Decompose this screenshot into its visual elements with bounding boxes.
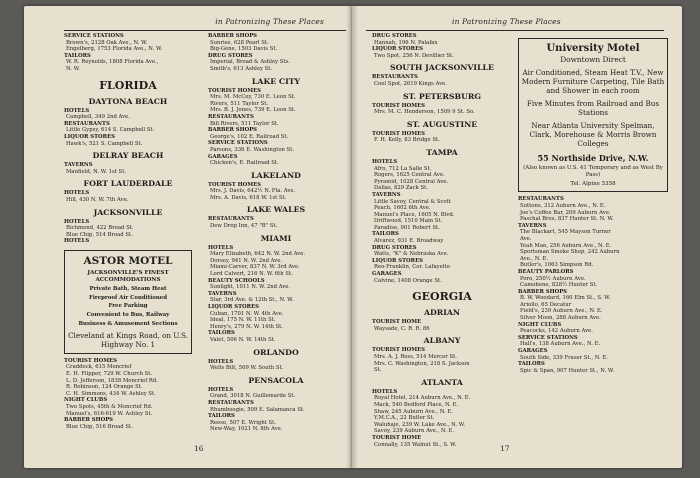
listing-entry: Valet, 506 N. W. 14th St. — [210, 336, 276, 343]
listing-entry: Manuel's, 616-619 W. Ashley St. — [66, 410, 153, 417]
listing-entry: Hall's, 138 Auburn Ave., N. E. — [520, 341, 601, 348]
category-heading: RESTAURANTS — [372, 74, 418, 81]
listing-entry: Calvine, 1408 Orange St. — [374, 277, 442, 284]
left-column-2 — [208, 33, 344, 433]
listing-entry: Paradise, 901 Robert St. — [374, 224, 440, 231]
category-heading: TOURIST HOMES — [372, 102, 426, 109]
um-ad-stations: Five Minutes from Railroad and Bus Stations — [526, 99, 660, 117]
category-heading: TOURIST HOMES — [64, 357, 118, 364]
um-ad-subtitle: Downtown Direct — [560, 55, 626, 64]
listing-entry: Reo-Franklin, Cor. Lafayette — [374, 264, 451, 271]
page-number-right: 17 — [500, 444, 510, 453]
listing-entry: Little Savoy, Central & Scott — [374, 198, 451, 205]
astor-ad-feature: Private Bath, Steam Heat — [89, 285, 167, 292]
listing-entry: Hawk's, 521 S. Campbell St. — [66, 140, 143, 147]
listing-entry: Joe's Coffee Bar, 209 Auburn Ave. — [520, 209, 611, 216]
listing-entry: Cool Spot, 2619 Kings Ave. — [374, 80, 447, 87]
category-heading: HOTELS — [208, 386, 234, 393]
listing-entry: Waysade, C. R. R. 86 — [374, 325, 430, 332]
listing-entry: Lord Calvert, 216 N. W. 6th St. — [210, 271, 293, 278]
listing-entry: South Side, 339 Fraser St., N. E. — [520, 354, 608, 361]
astor-ad-feature: Business & Amusement Sections — [78, 321, 178, 328]
listing-entry: Ideal, 175 N. W. 11th St. — [210, 317, 276, 324]
listing-entry: Connally, 135 Walnut St., S. W. — [374, 441, 457, 448]
category-heading: GARAGES — [208, 153, 238, 160]
category-heading: TOURIST HOME — [372, 319, 422, 326]
listing-entry: Hannah, 196 N. Palafax — [374, 39, 438, 46]
city-heading: ORLANDO — [253, 347, 299, 357]
category-heading: TAILORS — [208, 330, 235, 337]
category-heading: TAVERNS — [208, 290, 237, 297]
um-ad-amenities: Air Conditioned, Steam Heat T.V., New Modern Furniture Carpeting, Tile Bath and Shower in each room — [521, 68, 665, 95]
category-heading: TOURIST HOMES — [372, 130, 426, 137]
listing-entry: New-Way, 1021 N. 8th Ave. — [210, 426, 283, 433]
um-ad-colleges: Near Atlanta University Spelman, Clark, Morehouse & Morris Brown Colleges — [529, 121, 657, 148]
listing-entry: Savoy, 239 Auburn Ave., N. E. — [374, 428, 455, 435]
listing-entry: Rivers, 511 Taylor St. — [210, 100, 269, 107]
city-heading: FORT LAUDERDALE — [83, 179, 173, 189]
category-heading: HOTELS — [64, 190, 90, 197]
city-heading: SOUTH JACKSONVILLE — [390, 63, 494, 73]
listing-entry: Silver Moon, 288 Auburn Ave. — [520, 315, 601, 322]
category-heading: BEAUTY SCHOOLS — [208, 277, 265, 284]
listing-entry: Paschal Bros, 837 Hunter St. N. W. — [520, 216, 614, 223]
listing-entry: F. H. Kelly, 83 Bridge St. — [374, 137, 440, 144]
page-number-left: 16 — [194, 444, 204, 453]
listing-entry: E. H. Filpper, 729 W. Church St. — [66, 371, 153, 378]
city-heading: ALBANY — [423, 336, 461, 346]
city-heading: DAYTONA BEACH — [88, 96, 168, 106]
listing-entry: Y.M.C.A., 22 Butler St. — [374, 415, 435, 422]
astor-ad-location: Cleveland at Kings Road, on U.S. Highway No. 1 — [68, 330, 188, 349]
category-heading: TAILORS — [64, 52, 91, 59]
listing-entry: Manuel's Place, 1605 N. Blvd. — [374, 211, 455, 218]
listing-entry: The Blackart, 545 Mayson Turner — [520, 229, 611, 236]
listing-entry: Grand, 3018 N. Guillemarde St. — [210, 393, 296, 400]
city-heading: ADRIAN — [423, 308, 461, 318]
listing-entry: Hill, 430 N. W. 7th Ave. — [66, 196, 129, 203]
listing-entry: C. H. Simmons, 434 W. Ashley St. — [66, 390, 156, 397]
city-heading: ST. PETERSBURG — [402, 91, 482, 101]
listing-entry: St. — [374, 367, 382, 374]
listing-entry: Driftwood, 1510 Main St. — [374, 218, 443, 225]
listing-entry: Blue Chip, 514 Broad St. — [66, 231, 133, 238]
listing-entry: Richmond, 422 Broad St. — [66, 225, 134, 232]
listing-entry: W. R. Reynolds, 1808 Florida Ave., — [66, 59, 159, 66]
category-heading: SERVICE STATIONS — [64, 33, 124, 39]
um-ad-address: 55 Northside Drive, N.W. — [537, 153, 649, 163]
listing-entry: Mrs. B. J. Jones, 739 E. Leon St. — [210, 107, 296, 114]
listing-entry: Mrs. A. J. Ross, 514 Mercer St. — [374, 354, 457, 360]
left-header-rule — [64, 30, 346, 31]
state-heading: FLORIDA — [99, 78, 157, 92]
category-heading: GARAGES — [518, 348, 548, 355]
listing-entry: Chicken's, E. Railroad St. — [210, 160, 279, 167]
listing-entry: Rogers, 1625 Central Ave. — [374, 172, 445, 179]
listing-entry: Henry's, 279 N. W. 14th St. — [210, 323, 283, 330]
university-motel-ad — [518, 38, 668, 192]
listing-entry: Pyramid, 1028 Central Ave. — [374, 178, 449, 185]
category-heading: RESTAURANTS — [208, 399, 254, 406]
category-heading: TOURIST HOMES — [208, 87, 262, 94]
category-heading: HOTELS — [372, 388, 398, 395]
city-heading: TAMPA — [426, 147, 458, 157]
listing-entry: Two Spot, 256 N. Devillier St. — [374, 52, 454, 59]
listing-entry: N. W. — [66, 65, 80, 72]
city-heading: ATLANTA — [421, 377, 463, 387]
category-heading: HOTELS — [372, 158, 398, 165]
listing-entry: Mrs. M. C. Henderson, 1509 9 St. So. — [374, 109, 475, 116]
category-heading: TOURIST HOMES — [372, 347, 426, 354]
listing-entry: Imperial, Broad & Ashley Sts. — [210, 59, 290, 66]
category-heading: TAILORS — [208, 413, 235, 420]
listing-entry: Shaw, 245 Auburn Ave., N. E. — [374, 408, 453, 415]
category-heading: NIGHT CLUBS — [518, 321, 562, 328]
listing-entry: Two Spots, 45th & Moncrief Rd. — [66, 404, 153, 411]
listing-entry: Camobene, 828½ Hunter St. — [520, 282, 598, 289]
listing-entry: Sunlight, 1011 N. W. 2nd Ave. — [210, 284, 291, 291]
category-heading: RESTAURANTS — [64, 120, 110, 127]
listing-entry: Mary Elizabeth, 642 N. W. 2nd Ave. — [210, 251, 306, 258]
um-ad-note: (Also known as U.S. 41 Temporary and as West By Pass) — [523, 165, 663, 178]
listing-entry: Mrs. J. Davis, 642½ N. Fla. Ave. — [210, 188, 296, 195]
listing-entry: Little Gypsy, 614 S. Campbell St. — [66, 127, 155, 134]
listing-entry: Watts, "K" & Nebraska Ave. — [374, 251, 449, 258]
left-page-header: in Patronizing These Places — [215, 17, 324, 26]
book-gutter — [346, 6, 358, 468]
category-heading: TAVERNS — [372, 191, 401, 198]
city-heading: MIAMI — [260, 233, 292, 243]
category-heading: BARBER SHOPS — [208, 127, 258, 134]
listing-entry: Dallas, 829 Zack St. — [374, 185, 428, 192]
category-heading: TOURIST HOMES — [208, 181, 262, 188]
listing-entry: Peacocks, 142 Auburn Ave. — [520, 328, 593, 335]
astor-ad-title: ASTOR MOTEL — [83, 254, 173, 267]
category-heading: TAILORS — [372, 231, 399, 238]
listing-entry: Star, 3rd Ave. & 12th St., N. W. — [210, 297, 294, 304]
um-ad-title: University Motel — [546, 43, 640, 54]
listing-entry: R. Robinson, 124 Orange St. — [66, 384, 143, 391]
left-page — [24, 6, 352, 468]
listing-entry: Wells Bilt, 509 W. South St. — [210, 365, 284, 372]
listing-entry: Cuban, 1701 N. W. 4th Ave. — [210, 310, 284, 317]
listing-entry: Alvarez, 931 E. Broadway — [374, 238, 444, 245]
listing-entry: Peach, 1602 6th Ave. — [374, 205, 431, 212]
listing-entry: Big-Gene, 1503 Davis St. — [210, 46, 278, 53]
right-page-header: in Patronizing These Places — [452, 17, 561, 26]
listing-entry: Spic & Span, 907 Hunter St., N. W. — [520, 367, 615, 374]
listing-entry: Ariollo, 65 Decatur — [520, 301, 572, 308]
category-heading: RESTAURANTS — [208, 216, 254, 223]
listing-entry: Sunrise, 628 Pearl St. — [210, 39, 269, 46]
category-heading: RESTAURANTS — [208, 113, 254, 120]
listing-entry: Campbell, 349 2nd Ave. — [66, 114, 130, 121]
city-heading: JACKSONVILLE — [93, 207, 163, 217]
listing-entry: Waluhaje, 239 W. Lake Ave., N. W. — [374, 421, 465, 428]
category-heading: LIQUOR STORES — [208, 304, 259, 310]
listing-entry: Royal Hotel, 214 Auburn Ave., N. E. — [374, 395, 471, 402]
category-heading: TAVERNS — [64, 162, 93, 169]
right-column-2 — [518, 33, 668, 374]
category-heading: LIQUOR STORES — [64, 133, 115, 140]
astor-ad-feature: Fireproof Air Conditioned — [89, 294, 167, 301]
listing-entry: Parsons, 336 E. Washington St. — [210, 146, 295, 153]
city-heading: LAKE CITY — [251, 76, 301, 86]
category-heading: HOTELS — [208, 244, 234, 251]
category-heading: HOTELS — [208, 358, 234, 365]
listing-entry: Ave., N. E. — [520, 255, 549, 262]
listing-entry: Field's, 239 Auburn Ave., N. E. — [520, 308, 603, 315]
category-heading: BEAUTY PARLORS — [518, 268, 574, 275]
listing-entry: Rhumboogie, 509 E. Salamanca St. — [210, 406, 305, 413]
left-column-1 — [64, 33, 192, 430]
listing-entry: George's, 102 E. Railroad St. — [210, 133, 289, 140]
category-heading: NIGHT CLUBS — [64, 397, 108, 404]
category-heading: LIQUOR STORES — [372, 46, 423, 53]
category-heading: TOURIST HOME — [372, 434, 422, 441]
category-heading: HOTELS — [64, 107, 90, 114]
category-heading: SERVICE STATIONS — [518, 334, 578, 341]
category-heading: DRUG STORES — [208, 52, 253, 59]
astor-ad-feature: Free Parking — [108, 303, 148, 310]
city-heading: PENSACOLA — [248, 375, 304, 385]
listing-entry: Dorsey, 941 N. W. 2nd Ave. — [210, 257, 283, 264]
listing-entry: Blue Chip, 516 Broad St. — [66, 423, 133, 430]
listing-entry: Suttons, 312 Auburn Ave., N. E. — [520, 202, 606, 209]
category-heading: GARAGES — [372, 271, 402, 278]
astor-ad-subtitle: JACKSONVILLE'S FINEST ACCOMMODATIONS — [87, 269, 169, 283]
city-heading: LAKELAND — [251, 170, 301, 180]
listing-entry: Reese, 507 E. Wright St. — [210, 419, 276, 426]
listing-entry: Manfield, N. W. 1st St. — [66, 168, 127, 175]
right-header-rule — [366, 30, 664, 31]
city-heading: ST. AUGUSTINE — [406, 119, 478, 129]
listing-entry: Mack, 540 Bedford Place, N. E. — [374, 401, 459, 408]
listing-entry: Afro, 712 La Salle St. — [374, 165, 432, 172]
category-heading: BARBER SHOPS — [518, 288, 568, 295]
listing-entry: Poro, 250½ Auburn Ave. — [520, 275, 586, 282]
category-heading: DRUG STORES — [372, 33, 417, 39]
astor-ad-feature: Convenient to Bus, Railway — [86, 312, 170, 319]
listing-entry: L. D. Jefferson, 1838 Moncrief Rd. — [66, 377, 158, 384]
listing-entry: Bill Rivers, 511 Taylor St. — [210, 120, 279, 127]
category-heading: TAVERNS — [518, 222, 547, 229]
category-heading: HOTELS — [64, 218, 90, 225]
listing-entry: Brown's, 2128 Oak Ave., N. W. — [66, 39, 148, 46]
listing-entry: Mrs. A. Davis, 618 W. 1st St. — [210, 194, 287, 201]
category-heading: DRUG STORES — [372, 244, 417, 251]
listing-entry: Engelberg, 1753 Florida Ave., N. W. — [66, 46, 163, 53]
listing-entry: B. W. Woodard, 160 Elm St., S. W. — [520, 295, 611, 302]
listing-entry: Miami-Carver, 837 N. W. 3rd Ave. — [210, 264, 300, 271]
listing-entry: Yeah Man, 256 Auburn Ave., N. E. — [520, 242, 612, 249]
um-ad-phone: Tel. Alpine 5358 — [570, 180, 616, 187]
right-column-1 — [372, 33, 512, 448]
category-heading: BARBER SHOPS — [64, 417, 114, 424]
category-heading: HOTELS — [64, 238, 90, 245]
city-heading: LAKE WALES — [246, 205, 306, 215]
listing-entry: Sportsman Smoke Shop, 242 Auburn — [520, 249, 620, 256]
listing-entry: Mrs. M. McCoy, 730 E. Leon St. — [210, 94, 296, 101]
right-page — [352, 6, 682, 468]
category-heading: RESTAURANTS — [518, 196, 564, 203]
astor-motel-ad — [64, 250, 192, 354]
listing-entry: Butler's, 1063 Simpson Rd. — [520, 262, 594, 269]
category-heading: LIQUOR STORES — [372, 257, 423, 264]
listing-entry: Craddock, 615 Moncrief — [66, 364, 132, 371]
listing-entry: Ave. — [520, 235, 532, 242]
category-heading: TAILORS — [518, 361, 545, 368]
state-heading: GEORGIA — [412, 290, 472, 304]
city-heading: DELRAY BEACH — [92, 151, 164, 161]
category-heading: BARBER SHOPS — [208, 33, 258, 39]
listing-entry: Mrs. C. Washington, 218 S. Jackson — [374, 360, 470, 367]
listing-entry: Dew Drop Inn, 47 "B" St. — [210, 223, 278, 230]
category-heading: SERVICE STATIONS — [208, 140, 268, 147]
listing-entry: Smith's, 613 Ashley St. — [210, 65, 273, 72]
